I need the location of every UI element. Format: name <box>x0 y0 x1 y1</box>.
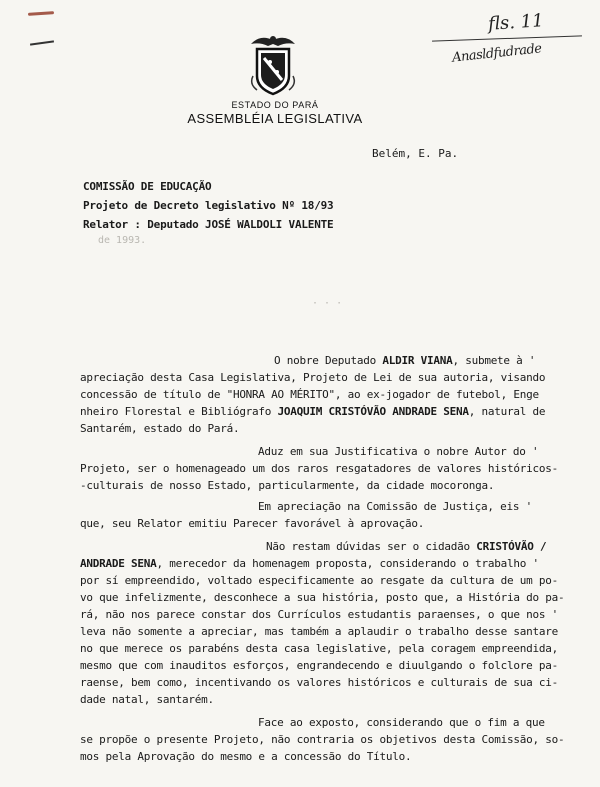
handwritten-signature: Anasldfudrade <box>451 41 543 66</box>
deputy-name: ALDIR VIANA <box>382 354 453 367</box>
paragraph-3 <box>80 498 560 532</box>
pen-mark <box>30 40 54 45</box>
text-line: Em apreciação na Comissão de Justiça, eis ' <box>258 500 533 513</box>
paragraph-5 <box>80 714 565 765</box>
text-line: se propõe o presente Projeto, não contraria os objetivos desta Comissão, so- <box>80 733 565 746</box>
folio-note: fls. 11 <box>487 10 545 35</box>
text-line: -culturais de nosso Estado, particularmente, da cidade mocoronga. <box>80 479 495 492</box>
project-reference: Projeto de Decreto legislativo Nº 18/93 <box>83 199 334 212</box>
paragraph-4 <box>80 538 565 708</box>
coat-of-arms-icon <box>248 32 298 98</box>
paragraph-2 <box>80 443 560 494</box>
text-line: Projeto, ser o homenageado um dos raros resgatadores de valores históricos- <box>80 462 558 475</box>
text-line: que, seu Relator emitiu Parecer favorável à aprovação. <box>80 517 425 530</box>
commission-name: COMISSÃO DE EDUCAÇÃO <box>83 180 212 193</box>
text-line: O nobre Deputado ALDIR VIANA, submete à ' <box>274 354 536 367</box>
text-line: Santarém, estado do Pará. <box>80 422 240 435</box>
text-line: no que merece os parabéns desta casa legislative, pela coragem empreendida, <box>80 642 558 655</box>
text-line: Não restam dúvidas ser o cidadão CRISTÓVÃO / <box>266 540 547 553</box>
letterhead-state: ESTADO DO PARÁ <box>231 100 319 110</box>
text-line: nheiro Florestal e Bibliógrafo JOAQUIM CRISTÓVÃO ANDRADE SENA, natural de <box>80 405 546 418</box>
faded-text: · · · <box>312 298 343 309</box>
honoree-name: JOAQUIM CRISTÓVÃO ANDRADE SENA <box>277 405 469 418</box>
place-line: Belém, E. Pa. <box>372 147 459 160</box>
honoree-name: ANDRADE SENA <box>80 557 157 570</box>
text-line: vo que infelizmente, desconhece a sua história, posto que, a História do pa- <box>80 591 565 604</box>
text-line: leva não somente a apreciar, mas também a aplaudir o trabalho desse santare <box>80 625 558 638</box>
paragraph-1 <box>80 352 560 437</box>
text-line: Aduz em sua Justificativa o nobre Autor do ' <box>258 445 539 458</box>
text-line: ANDRADE SENA, merecedor da homenagem proposta, considerando o trabalho ' <box>80 557 539 570</box>
text-line: mesmo que com inauditos esforços, engrandecendo e diuulgando o folclore pa- <box>80 659 558 672</box>
text-line: rá, não nos parece constar dos Currículos estudantis paraenses, o que nos ' <box>80 608 558 621</box>
text-line: apreciação desta Casa Legislativa, Projeto de Lei de sua autoria, visando <box>80 371 546 384</box>
text-line: concessão de título de "HONRA AO MÉRITO", ao ex-jogador de futebol, Enge <box>80 388 539 401</box>
honoree-name: CRISTÓVÃO / <box>476 540 547 553</box>
text-line: dade natal, santarém. <box>80 693 214 706</box>
text-line: mos pela Aprovação do mesmo e a concessão do Título. <box>80 750 412 763</box>
red-mark <box>28 11 54 16</box>
rapporteur-line: Relator : Deputado JOSÉ WALDOLI VALENTE <box>83 218 334 231</box>
signature-line <box>432 35 582 41</box>
text-line: raense, bem como, incentivando os valores históricos e culturais de sua ci- <box>80 676 558 689</box>
text-line: por sí empreendido, voltado especificamente ao resgate da cultura de um po- <box>80 574 558 587</box>
document-body <box>80 352 565 765</box>
letterhead-institution: ASSEMBLÉIA LEGISLATIVA <box>187 111 363 126</box>
faded-date-text: de 1993. <box>98 235 147 246</box>
text-line: Face ao exposto, considerando que o fim a que <box>258 716 545 729</box>
